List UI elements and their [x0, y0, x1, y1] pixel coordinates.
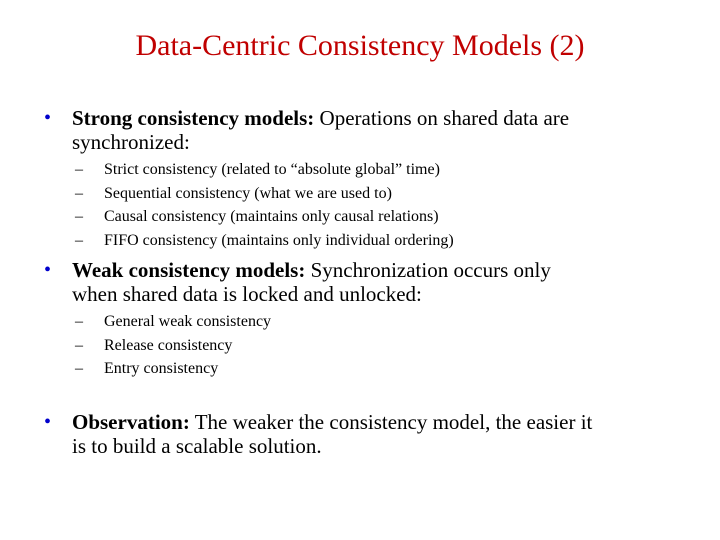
bullet-marker: • [44, 107, 52, 129]
list-item: – FIFO consistency (maintains only individual ordering) [75, 229, 675, 253]
list-item: – Causal consistency (maintains only causal relations) [75, 205, 675, 229]
bullet-heading: Strong consistency models: [72, 106, 315, 130]
bullet-marker: • [44, 411, 52, 433]
sub-list-strong [75, 158, 675, 252]
dash-marker: – [75, 313, 83, 330]
dash-marker: – [75, 360, 83, 377]
bullet-text: Synchronization occurs only [305, 258, 551, 282]
bullet-heading: Weak consistency models: [72, 258, 306, 282]
list-item: – Release consistency [75, 334, 675, 358]
dash-marker: – [75, 231, 83, 249]
bullet-text: The weaker the consistency model, the easier it [189, 410, 593, 434]
dash-marker: – [75, 161, 83, 178]
dash-marker: – [75, 336, 83, 354]
bullet-text-continued: when shared data is locked and unlocked: [72, 282, 422, 306]
dash-marker: – [75, 208, 83, 225]
slide-title: Data-Centric Consistency Models (2) [135, 29, 585, 62]
dash-marker: – [75, 184, 83, 202]
list-item: – General weak consistency [75, 310, 675, 334]
bullet-text: Operations on shared data are [314, 106, 570, 130]
list-item: – Sequential consistency (what we are used to) [75, 182, 675, 206]
bullet-text-continued: synchronized: [72, 130, 190, 154]
sub-list-weak [75, 310, 675, 381]
bullet-heading: Observation: [72, 410, 190, 434]
list-item: – Entry consistency [75, 357, 675, 381]
bullet-text-continued: is to build a scalable solution. [72, 434, 322, 458]
bullet-marker: • [44, 259, 52, 281]
list-item: – Strict consistency (related to “absolute global” time) [75, 158, 675, 182]
